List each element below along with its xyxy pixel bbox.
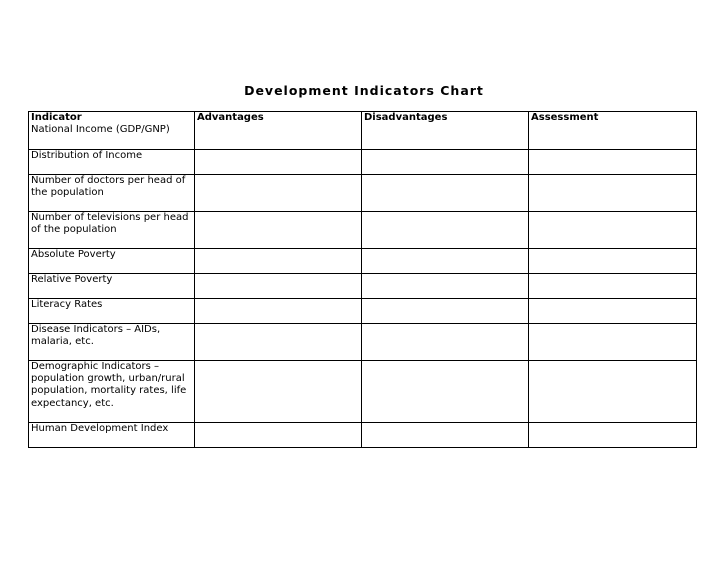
advantages-cell[interactable] xyxy=(195,211,362,248)
advantages-cell[interactable] xyxy=(195,273,362,298)
table-row xyxy=(29,124,697,149)
disadvantages-cell[interactable] xyxy=(362,124,529,149)
advantages-cell[interactable] xyxy=(195,174,362,211)
disadvantages-cell[interactable] xyxy=(362,174,529,211)
table-row xyxy=(29,174,697,211)
advantages-cell[interactable] xyxy=(195,149,362,174)
assessment-cell[interactable] xyxy=(529,323,697,360)
assessment-cell[interactable] xyxy=(529,124,697,149)
table-row xyxy=(29,248,697,273)
indicator-cell: Number of doctors per head of the population xyxy=(29,174,195,211)
disadvantages-cell[interactable] xyxy=(362,360,529,422)
disadvantages-cell[interactable] xyxy=(362,149,529,174)
advantages-cell[interactable] xyxy=(195,323,362,360)
indicators-table xyxy=(28,111,697,448)
assessment-cell[interactable] xyxy=(529,422,697,447)
advantages-cell[interactable] xyxy=(195,248,362,273)
disadvantages-cell[interactable] xyxy=(362,323,529,360)
indicator-cell: Absolute Poverty xyxy=(29,248,195,273)
indicator-cell: Distribution of Income xyxy=(29,149,195,174)
table-row xyxy=(29,273,697,298)
advantages-cell[interactable] xyxy=(195,298,362,323)
table-row xyxy=(29,323,697,360)
header-assessment: Assessment xyxy=(529,112,697,125)
advantages-cell[interactable] xyxy=(195,124,362,149)
table-header-row xyxy=(29,112,697,125)
table-row xyxy=(29,298,697,323)
assessment-cell[interactable] xyxy=(529,211,697,248)
disadvantages-cell[interactable] xyxy=(362,273,529,298)
indicator-cell: Relative Poverty xyxy=(29,273,195,298)
assessment-cell[interactable] xyxy=(529,174,697,211)
indicator-cell: Demographic Indicators – population growth, urban/rural population, mortality rates, life expectancy, etc. xyxy=(29,360,195,422)
disadvantages-cell[interactable] xyxy=(362,211,529,248)
table-row xyxy=(29,149,697,174)
assessment-cell[interactable] xyxy=(529,248,697,273)
advantages-cell[interactable] xyxy=(195,360,362,422)
disadvantages-cell[interactable] xyxy=(362,298,529,323)
indicator-cell: Disease Indicators – AIDs, malaria, etc. xyxy=(29,323,195,360)
table-row xyxy=(29,211,697,248)
disadvantages-cell[interactable] xyxy=(362,248,529,273)
disadvantages-cell[interactable] xyxy=(362,422,529,447)
document-title: Development Indicators Chart xyxy=(244,83,484,98)
assessment-cell[interactable] xyxy=(529,298,697,323)
assessment-cell[interactable] xyxy=(529,273,697,298)
header-disadvantages: Disadvantages xyxy=(362,112,529,125)
table-row xyxy=(29,422,697,447)
indicator-cell: Human Development Index xyxy=(29,422,195,447)
indicator-cell: Number of televisions per head of the population xyxy=(29,211,195,248)
assessment-cell[interactable] xyxy=(529,149,697,174)
indicator-cell: Literacy Rates xyxy=(29,298,195,323)
assessment-cell[interactable] xyxy=(529,360,697,422)
indicator-cell: National Income (GDP/GNP) xyxy=(29,124,195,149)
table-row xyxy=(29,360,697,422)
header-indicator: Indicator xyxy=(29,112,195,125)
advantages-cell[interactable] xyxy=(195,422,362,447)
header-advantages: Advantages xyxy=(195,112,362,125)
